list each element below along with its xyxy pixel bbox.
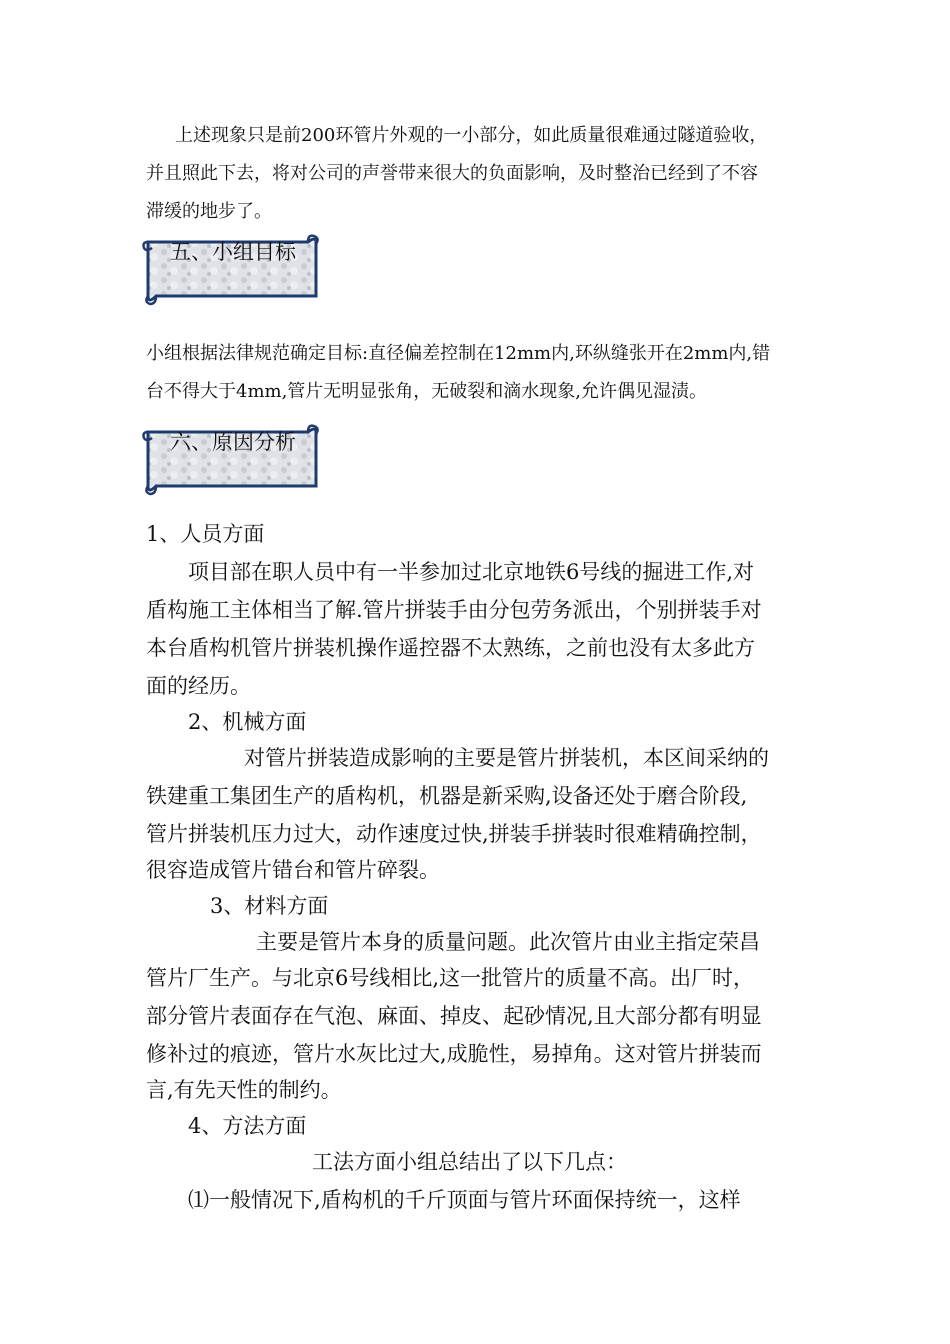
section-banner-cause: [140, 424, 322, 492]
machinery-line-3: 管片拼装机压力过大，动作速度过快,拼装手拼装时很难精确控制，: [146, 822, 762, 846]
personnel-line-2: 盾构施工主体相当了解.管片拼装手由分包劳务派出，个别拼装手对: [146, 598, 762, 622]
machinery-line-2: 铁建重工集团生产的盾构机，机器是新采购,设备还处于磨合阶段,: [146, 784, 748, 808]
machinery-line-4: 很容造成管片错台和管片碎裂。: [146, 858, 440, 882]
material-line-2: 管片厂生产。与北京6号线相比,这一批管片的质量不高。出厂时，: [146, 966, 755, 990]
intro-line-3: 滞缓的地步了。: [146, 201, 272, 222]
material-line-1: 主要是管片本身的质量问题。此次管片由业主指定荣昌: [256, 930, 760, 954]
heading-method: 4、方法方面: [188, 1114, 307, 1138]
machinery-line-1: 对管片拼装造成影响的主要是管片拼装机，本区间采纳的: [244, 746, 769, 770]
personnel-line-4: 面的经历。: [146, 674, 251, 698]
method-summary: 工法方面小组总结出了以下几点：: [312, 1150, 627, 1174]
material-line-4: 修补过的痕迹，管片水灰比过大,成脆性，易掉角。这对管片拼装而: [146, 1042, 762, 1066]
method-point-1: ⑴一般情况下,盾构机的千斤顶面与管片环面保持统一，这样: [188, 1188, 741, 1212]
heading-machinery: 2、机械方面: [188, 710, 307, 734]
target-line-2: 台不得大于4mm,管片无明显张角，无破裂和滴水现象,允许偶见湿渍。: [146, 381, 708, 402]
intro-line-2: 并且照此下去，将对公司的声誉带来很大的负面影响，及时整治已经到了不容: [146, 163, 758, 184]
material-line-5: 言,有先天性的制约。: [146, 1078, 342, 1102]
section-banner-goal: [140, 234, 322, 302]
material-line-3: 部分管片表面存在气泡、麻面、掉皮、起砂情况,且大部分都有明显: [146, 1004, 762, 1028]
section-title-cause: 六、原因分析: [170, 430, 296, 454]
personnel-line-3: 本台盾构机管片拼装机操作遥控器不太熟练，之前也没有太多此方: [146, 636, 755, 660]
target-line-1: 小组根据法律规范确定目标:直径偏差控制在12mm内,环纵缝张开在2mm内,错: [146, 343, 771, 364]
personnel-line-1: 项目部在职人员中有一半参加过北京地铁6号线的掘进工作,对: [188, 560, 755, 584]
heading-personnel: 1、人员方面: [146, 522, 265, 546]
section-title-goal: 五、小组目标: [170, 240, 296, 264]
intro-line-1: 上述现象只是前200环管片外观的一小部分，如此质量很难通过隧道验收，: [175, 125, 768, 146]
heading-material: 3、材料方面: [210, 894, 329, 918]
